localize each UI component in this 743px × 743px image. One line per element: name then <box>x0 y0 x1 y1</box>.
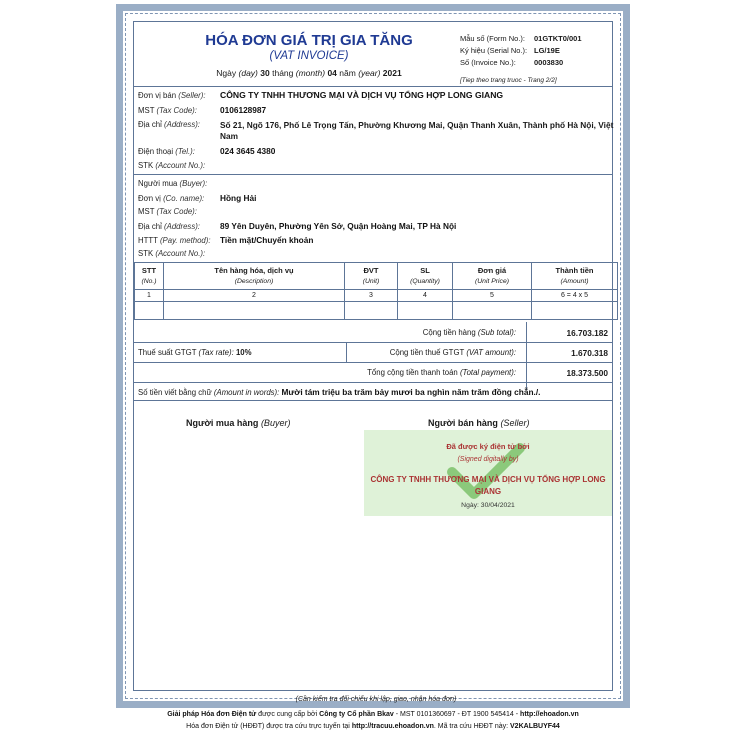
lookup-code: V2KALBUYF44 <box>510 723 560 730</box>
signed-by-label-en: (Signed digitally by) <box>457 456 519 463</box>
buyer-tax-row: MST (Tax Code): <box>138 207 197 216</box>
buyer-company-row: Đơn vị (Co. name): Hồng Hải <box>138 193 257 203</box>
divider <box>346 342 347 362</box>
tax-rate: 10% <box>235 348 252 357</box>
divider <box>134 362 612 363</box>
form-number: Mẫu số (Form No.): 01GTKT0/001 <box>460 34 582 43</box>
seller-account-row: STK (Account No.): <box>138 161 206 170</box>
vat-amount: 1.670.318 <box>571 348 608 358</box>
invoice-frame <box>116 4 630 708</box>
footer-provider: Giải pháp Hóa đơn Điện tử được cung cấp bởi Công ty Cổ phần Bkav - MST 0101360697 - ĐT 1900 545414 - http://ehoadon.vn <box>167 711 579 718</box>
signed-company: CÔNG TY TNHH THƯƠNG MẠI VÀ DỊCH VỤ TỔNG HỢP LONG GIANG <box>370 475 606 496</box>
amount-in-words: Mười tám triệu ba trăm bảy mươi ba nghìn năm trăm đồng chẵn./. <box>281 387 541 397</box>
invoice-number: Số (Invoice No.): 0003830 <box>460 58 564 67</box>
seller-address-label: Địa chỉ (Address): <box>138 120 200 129</box>
signed-date: Ngày: 30/04/2021 <box>461 502 515 509</box>
seller-name: CÔNG TY TNHH THƯƠNG MẠI VÀ DỊCH VỤ TỔNG HỢP LONG GIANG <box>220 90 504 100</box>
seller-tax-code: 0106128987 <box>220 105 267 115</box>
col-header-unit: ĐVT (Unit) <box>345 263 398 290</box>
buyer-account-row: STK (Account No.): <box>138 249 206 258</box>
continued-note: [Tiep theo trang truoc - Trang 2/2] <box>460 77 557 84</box>
ehoadon-link[interactable]: http://ehoadon.vn <box>520 711 579 718</box>
total-amount: 18.373.500 <box>566 368 608 378</box>
col-header-description: Tên hàng hóa, dịch vụ (Description) <box>164 263 345 290</box>
divider <box>134 382 612 383</box>
seller-phone: 024 3645 4380 <box>220 146 276 156</box>
divider <box>134 174 612 175</box>
table-header-row <box>135 263 618 290</box>
invoice-title: HÓA ĐƠN GIÁ TRỊ GIA TĂNG <box>205 32 413 49</box>
amount-in-words-row: Số tiền viết bằng chữ (Amount in words): Mười tám triệu ba trăm bảy mươi ba nghìn năm trăm đồng chẵn./. <box>138 387 541 397</box>
col-header-amount: Thành tiền (Amount) <box>532 263 618 290</box>
digital-signature-box <box>364 430 612 516</box>
invoice-date: Ngày (day) 30 tháng (month) 04 năm (year) 2021 <box>216 68 402 78</box>
table-row <box>135 302 618 320</box>
seller-phone-row: Điện thoại (Tel.): 024 3645 4380 <box>138 146 276 156</box>
seller-name-row: Đơn vị bán (Seller): CÔNG TY TNHH THƯƠNG MẠI VÀ DỊCH VỤ TỔNG HỢP LONG GIANG <box>138 90 504 100</box>
buyer-address-row: Địa chỉ (Address): 89 Yên Duyên, Phường Yên Sở, Quận Hoàng Mai, TP Hà Nội <box>138 221 457 231</box>
seller-signature-label: Người bán hàng (Seller) <box>428 418 530 428</box>
buyer-signature-label: Người mua hàng (Buyer) <box>186 418 291 428</box>
buyer-pay-method: Tiền mặt/Chuyển khoản <box>220 235 314 245</box>
divider <box>134 86 612 87</box>
divider <box>526 322 527 390</box>
buyer-company: Hồng Hải <box>220 193 257 203</box>
verification-note: (Cần kiểm tra đối chiếu khi lập, giao, nhận hóa đơn) <box>295 696 457 703</box>
col-header-unit-price: Đơn giá (Unit Price) <box>453 263 532 290</box>
tracuu-link[interactable]: http://tracuu.ehoadon.vn <box>351 723 434 730</box>
buyer-pay-row: HTTT (Pay. method): Tiền mặt/Chuyển khoản <box>138 235 314 245</box>
buyer-address: 89 Yên Duyên, Phường Yên Sở, Quận Hoàng Mai, TP Hà Nội <box>220 221 457 231</box>
signed-by-label: Đã được ký điện tử bởi <box>446 442 530 451</box>
serial-number: Ký hiệu (Serial No.): LG/19E <box>460 46 560 55</box>
col-header-no: STT (No.) <box>135 263 164 290</box>
col-header-quantity: SL (Quantity) <box>398 263 453 290</box>
table-index-row: 1 2 3 4 5 6 = 4 x 5 <box>135 290 618 302</box>
divider <box>134 342 612 343</box>
invoice-subtitle: (VAT INVOICE) <box>269 50 349 62</box>
subtotal-amount: 16.703.182 <box>566 328 608 338</box>
items-table <box>134 262 618 320</box>
footer-lookup: Hóa đơn Điện tử (HĐĐT) được tra cứu trực tuyến tại http://tracuu.ehoadon.vn. Mã tra cứu HĐĐT này: V2KALBUYF44 <box>186 723 560 730</box>
divider <box>134 400 612 401</box>
invoice-body: HÓA ĐƠN GIÁ TRỊ GIA TĂNG (VAT INVOICE) Ngày (day) 30 tháng (month) 04 năm (year) 2021 Mẫu số (Form No.): 01GTKT0/001 Ký hiệu (Serial No.): LG/19E Số (Invoice No.): 0003830 [Tiep theo trang truoc - Trang 2/2] Đơn vị bán (Seller): CÔNG TY TNHH THƯƠNG MẠI VÀ DỊCH VỤ TỔNG HỢP LONG GIANG MST (Tax Code): 0106128987 Địa chỉ (Address): Số 21, Ngõ 176, Phố Lê Trọng Tấn, Phường Khương Mai, Quận Thanh Xuân, Thành phố Hà Nội, Việt Nam Điện thoại (Tel.): 024 3645 4380 STK (Account No.): Người mua (Buyer): Đơn vị (Co. name): Hồng Hải MST (Tax Code): Địa chỉ (Address): 89 Yên Duyên, Phường Yên Sở, Quận Hoàng Mai, TP Hà Nội HTTT (Pay. method): Tiền mặt/Chuyển khoản STK (Account No.): STT (No.) Tên hàng hóa, dịch vụ (Description) ĐVT (Unit) SL (Quantity) Đơn giá (Unit Price) Thành tiền (Amount) 1 2 3 4 5 6 = 4 x 5 Cộng tiền hàng (Sub total): 16.703.182 Thuế suất GTGT (Tax rate): 10% Cộng tiền thuế GTGT (VAT amount): 1.670.318 Tổng cộng tiền thanh toán (Total payment): 18.373.500 Số tiền viết bằng chữ (Amount in words): Mười tám triệu ba trăm bảy mươi ba nghìn năm trăm đồng chẵn./. Người mua hàng (Buyer) Người bán hàng (Seller) Đã được ký điện tử bởi (Signed digitally by) CÔNG TY TNHH THƯƠNG MẠI VÀ DỊCH VỤ TỔNG HỢP LONG GIANG Ngày: 30/04/2021 (Cần kiểm tra đối chiếu khi lập, giao, nhận hóa đơn) <box>133 21 613 691</box>
seller-tax-row: MST (Tax Code): 0106128987 <box>138 105 267 115</box>
seller-address: Số 21, Ngõ 176, Phố Lê Trọng Tấn, Phường Khương Mai, Quận Thanh Xuân, Thành phố Hà Nội, Việt Nam <box>220 120 614 141</box>
buyer-row: Người mua (Buyer): <box>138 179 208 188</box>
